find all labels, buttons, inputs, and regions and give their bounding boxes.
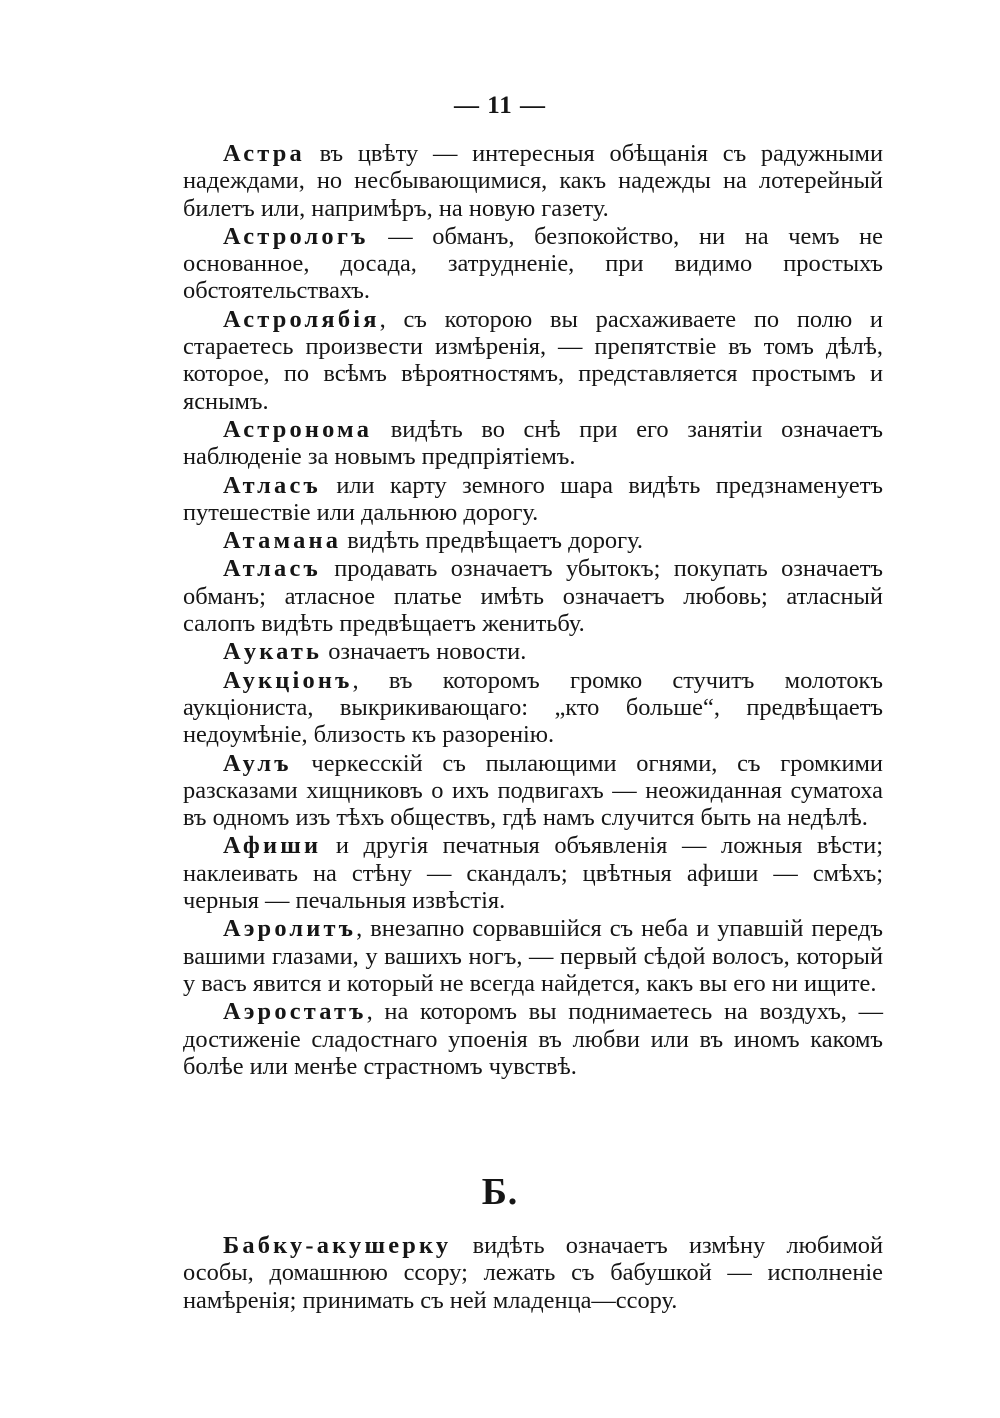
dictionary-entry [183,667,883,749]
section-b-entries [183,1232,883,1315]
entry-text: или карту земного шара видѣть предзнаменуетъ путешествіе или дальнюю дорогу. [183,471,883,526]
dictionary-entry [183,223,883,305]
entry-text: и другія печатныя объявленія — ложныя вѣсти; наклеивать на стѣну — скандалъ; цвѣтныя афиши — смѣхъ; черныя — печальныя извѣстія. [183,832,883,915]
entry-text: въ цвѣту — интересныя обѣщанія съ радужными надеждами, но несбывающимися, какъ надежды на лотерейный билетъ или, напримѣръ, на новую газету. [183,140,883,222]
entry-text: , въ которомъ громко стучитъ молотокъ аукціониста, выкрикивающаго: „кто больше“, предвѣщаетъ недоумѣніе, близость къ разоренію. [183,666,883,749]
entry-text: — обманъ, безпокойство, ни на чемъ не основанное, досада, затрудненіе, при видимо простыхъ обстоятельствахъ. [183,222,883,305]
entry-text: продавать означаетъ убытокъ; покупать означаетъ обманъ; атласное платье имѣть означаетъ любовь; атласный салопъ видѣть предвѣщаетъ женитьбу. [183,555,883,638]
dictionary-entry [183,140,883,222]
section-a-entries [183,140,883,1081]
entry-headword: Аэролитъ [223,915,357,943]
entry-headword: Афиши [223,832,322,860]
entry-text: черкесскій съ пылающими огнями, съ громкими разсказами хищниковъ о ихъ подвигахъ — неожиданная суматоха въ одномъ изъ тѣхъ обществъ, гдѣ намъ случится быть на недѣлѣ. [183,749,883,832]
dictionary-entry [183,832,883,914]
entry-headword: Астра [223,140,305,167]
entry-text: видѣть предвѣщаетъ дорогу. [341,527,643,555]
entry-headword: Бабку-акушерку [223,1232,452,1259]
entry-text: , внезапно сорвавшійся съ неба и упавшій передъ вашими глазами, у вашихъ ногъ, — первый сѣдой волосъ, который у васъ явится и который не всегда найдется, какъ вы его ни ищите. [183,915,883,997]
entry-text: , на которомъ вы поднимаетесь на воздухъ, — достиженіе сладостнаго упоенія въ любви или въ иномъ какомъ болѣе или менѣе страстномъ чувствѣ. [183,998,883,1080]
entry-headword: Аулъ [223,749,292,777]
entry-headword: Атамана [223,527,342,555]
entry-headword: Аэростатъ [223,998,367,1026]
dictionary-entry [183,555,883,637]
entry-headword: Астролябія [223,305,380,333]
dictionary-entry [183,750,883,832]
page-number: — 11 — [453,92,547,119]
dictionary-entry [183,527,883,554]
entry-text: означаетъ новости. [322,638,527,666]
entry-headword: Астрологъ [223,222,369,250]
entry-text: видѣть означаетъ измѣну любимой особы, домашнюю ссору; лежать съ бабушкой — исполненіе намѣренія; принимать съ ней младенца—ссору. [183,1232,883,1314]
dictionary-entry [183,472,883,527]
dictionary-entry [183,638,883,665]
entry-text: , съ которою вы расхаживаете по полю и стараетесь произвести измѣренія, — препятствіе въ томъ дѣлѣ, которое, по всѣмъ вѣроятностямъ, представляется простымъ и яснымъ. [183,305,883,415]
entry-headword: Атласъ [223,555,321,583]
dictionary-entry [183,416,883,471]
entry-headword: Астронома [223,415,373,443]
entry-text: видѣть во снѣ при его занятіи означаетъ наблюденіе за новымъ предпріятіемъ. [183,415,883,471]
dictionary-entry [183,998,883,1080]
entry-headword: Аукціонъ [223,666,353,694]
entry-headword: Атласъ [223,471,321,499]
entry-headword: Aукать [223,638,323,666]
dictionary-entry [183,1232,883,1314]
dictionary-entry [183,915,883,997]
dictionary-entry [183,306,883,415]
section-letter-heading: Б. [481,1171,519,1213]
